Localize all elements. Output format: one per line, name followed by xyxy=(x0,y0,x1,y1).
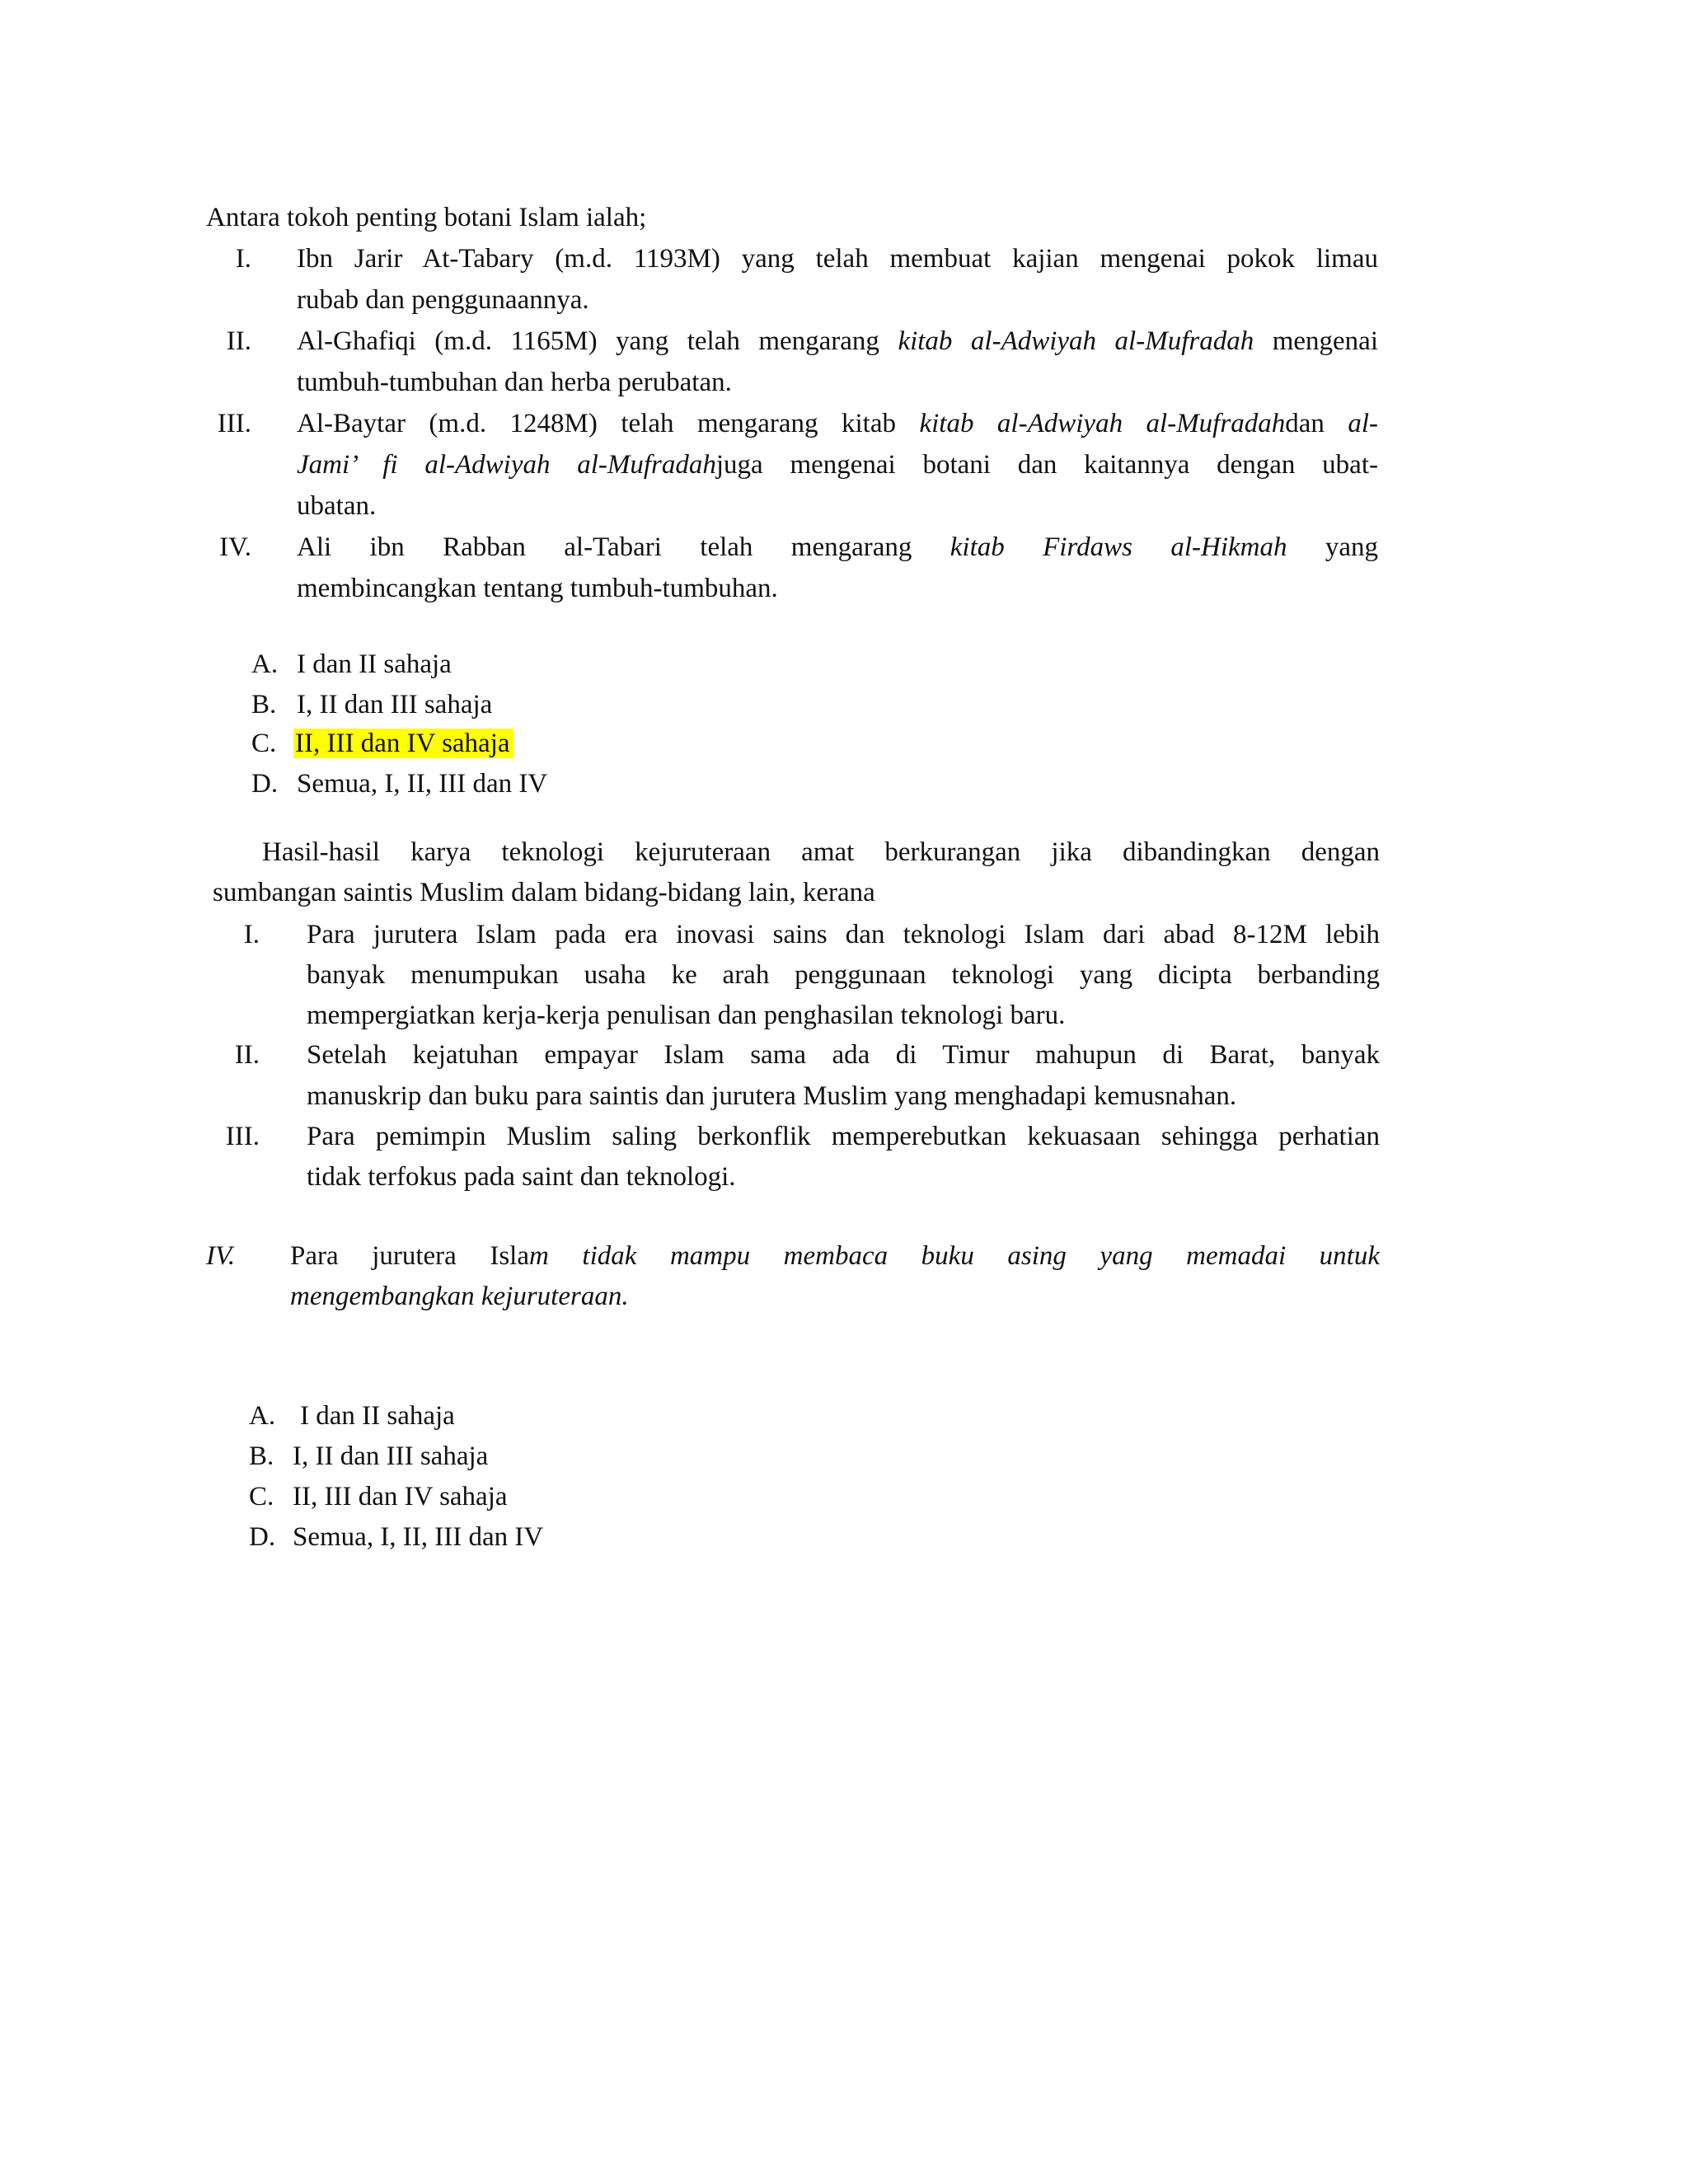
q2-item-3-line-2: tidak terfokus pada saint dan teknologi. xyxy=(307,1162,736,1192)
q1-item-4-text-a: Ali ibn Rabban al-Tabari telah mengarang xyxy=(297,532,950,562)
q2-item-2-line-1: Setelah kejatuhan empayar Islam sama ada di Timur mahupun di Barat, banyak xyxy=(307,1040,1380,1070)
q1-option-c-letter: C. xyxy=(251,729,277,758)
q1-item-4-text-b: yang xyxy=(1287,532,1378,562)
q2-item-4-line-1 xyxy=(290,1236,1380,1277)
q1-item-1-number: I. xyxy=(235,244,251,274)
q1-item-3-book-title-2-end: Jami’ fi al-Adwiyah al-Mufradah xyxy=(297,450,716,480)
q1-option-c-highlight: II, III dan IV sahaja xyxy=(293,729,513,758)
q2-option-d-text[interactable]: Semua, I, II, III dan IV xyxy=(293,1522,544,1552)
q1-item-4-number: IV. xyxy=(219,532,251,562)
q2-item-1-line-3: mempergiatkan kerja-kerja penulisan dan penghasilan teknologi baru. xyxy=(307,1001,1066,1030)
q2-item-4-text-a: Para jurutera Isla xyxy=(290,1241,530,1271)
q1-item-4-line-1 xyxy=(297,527,1378,568)
q1-item-3-number: III. xyxy=(217,409,251,438)
q1-item-3-book-title-1: kitab al-Adwiyah al-Mufradah xyxy=(919,409,1286,438)
q2-option-c-text[interactable]: II, III dan IV sahaja xyxy=(293,1482,508,1511)
q2-intro-line-1: Hasil-hasil karya teknologi kejuruteraan amat berkurangan jika dibandingkan dengan xyxy=(262,837,1380,867)
q1-item-1-line-1: Ibn Jarir At-Tabary (m.d. 1193M) yang telah membuat kajian mengenai pokok limau xyxy=(297,244,1378,274)
q1-item-3-line-3: ubatan. xyxy=(297,491,377,521)
q2-intro-line-2: sumbangan saintis Muslim dalam bidang-bidang lain, kerana xyxy=(213,878,875,907)
q1-item-2-text-b: mengenai xyxy=(1254,326,1378,356)
q1-item-2-line-2: tumbuh-tumbuhan dan herba perubatan. xyxy=(297,368,732,397)
q1-option-d-text[interactable]: Semua, I, II, III dan IV xyxy=(297,769,548,799)
q2-item-3-line-1: Para pemimpin Muslim saling berkonflik memperebutkan kekuasaan sehingga perhatian xyxy=(307,1122,1380,1151)
q2-item-2-line-2: manuskrip dan buku para saintis dan jurutera Muslim yang menghadapi kemusnahan. xyxy=(307,1081,1237,1111)
q1-option-b-text[interactable]: I, II dan III sahaja xyxy=(297,690,493,719)
q1-item-3-book-title-2-start: al- xyxy=(1348,409,1378,438)
q1-item-2-line-1 xyxy=(297,321,1378,362)
q2-item-2-number: II. xyxy=(234,1040,260,1070)
q1-option-a-text[interactable]: I dan II sahaja xyxy=(297,649,452,679)
q1-intro: Antara tokoh penting botani Islam ialah; xyxy=(206,203,647,232)
q2-option-b-text[interactable]: I, II dan III sahaja xyxy=(293,1441,489,1471)
q2-item-1-line-1: Para jurutera Islam pada era inovasi sains dan teknologi Islam dari abad 8-12M lebih xyxy=(307,920,1380,949)
q1-item-3-text-b: dan xyxy=(1285,409,1348,438)
q1-option-b-letter: B. xyxy=(251,690,277,719)
q1-item-2-number: II. xyxy=(226,326,251,356)
q2-item-4-number: IV. xyxy=(206,1241,236,1271)
q2-option-a-text[interactable]: I dan II sahaja xyxy=(300,1401,455,1431)
q1-item-3-line-1 xyxy=(297,404,1378,444)
q2-item-4-text-italic: m tidak mampu membaca buku asing yang memadai untuk xyxy=(529,1241,1380,1271)
q1-item-4-line-2: membincangkan tentang tumbuh-tumbuhan. xyxy=(297,574,778,603)
q1-option-d-letter: D. xyxy=(251,769,279,799)
q2-option-a-letter: A. xyxy=(249,1401,276,1431)
q2-option-d-letter: D. xyxy=(249,1522,276,1552)
q1-item-4-book-title: kitab Firdaws al-Hikmah xyxy=(950,532,1287,562)
q2-option-c-letter: C. xyxy=(249,1482,274,1511)
q2-item-1-line-2: banyak menumpukan usaha ke arah penggunaan teknologi yang dicipta berbanding xyxy=(307,960,1380,990)
q1-item-3-line-2 xyxy=(297,445,1378,485)
q1-option-a-letter: A. xyxy=(251,649,279,679)
q2-item-3-number: III. xyxy=(225,1122,260,1151)
q1-item-1-line-2: rubab dan penggunaannya. xyxy=(297,285,589,315)
q1-item-2-text-a: Al-Ghafiqi (m.d. 1165M) yang telah mengarang xyxy=(297,326,898,356)
q1-option-c-text[interactable] xyxy=(293,724,513,764)
q1-item-3-text-a: Al-Baytar (m.d. 1248M) telah mengarang kitab xyxy=(297,409,920,438)
q2-item-1-number: I. xyxy=(243,920,260,949)
q1-item-2-book-title: kitab al-Adwiyah al-Mufradah xyxy=(898,326,1254,356)
q2-item-4-line-2: mengembangkan kejuruteraan. xyxy=(290,1282,629,1311)
q1-item-3-text-c: juga mengenai botani dan kaitannya dengan ubat- xyxy=(715,450,1378,480)
q2-option-b-letter: B. xyxy=(249,1441,274,1471)
